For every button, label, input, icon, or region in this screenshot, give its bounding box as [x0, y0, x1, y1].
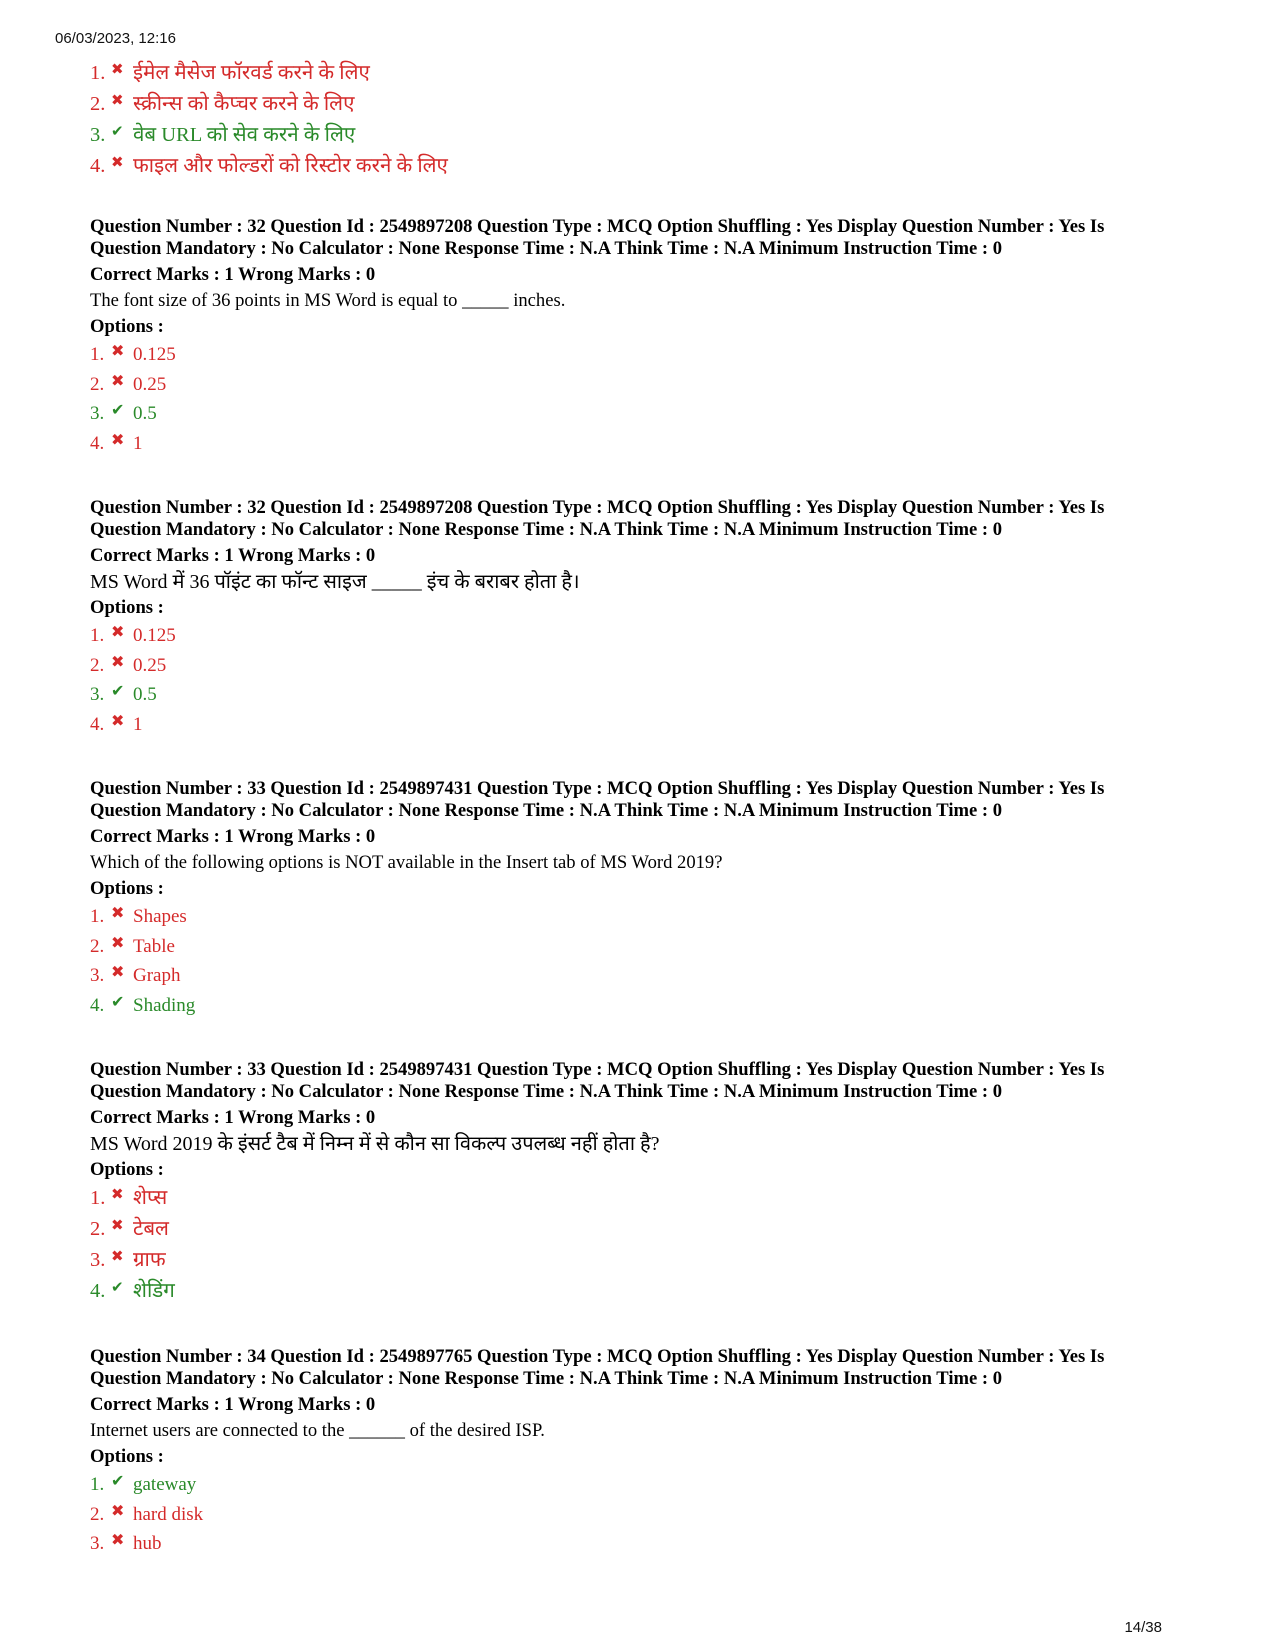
cross-icon: ✖ [111, 1185, 124, 1203]
option-number: 3. [90, 1533, 105, 1554]
option-item [90, 651, 1190, 681]
option-item [90, 1500, 1190, 1530]
option-number: 2. [90, 93, 106, 115]
option-number: 4. [90, 994, 105, 1016]
option-number: 1. [90, 906, 105, 927]
option-item [90, 991, 1190, 1021]
option-item [90, 120, 1190, 151]
option-text: ईमेल मैसेज फॉरवर्ड करने के लिए [133, 62, 370, 84]
option-text: 0.5 [133, 684, 157, 705]
cross-icon: ✖ [111, 622, 125, 641]
cross-icon: ✖ [111, 1247, 124, 1265]
question-text: Which of the following options is NOT available in the Insert tab of MS Word 2019? [90, 852, 723, 873]
question-block [90, 1059, 1190, 1307]
cross-icon: ✖ [111, 153, 124, 171]
option-number: 4. [90, 155, 106, 177]
cross-icon: ✖ [111, 1530, 125, 1549]
question-block [90, 216, 1190, 458]
check-icon: ✔ [111, 122, 124, 140]
check-icon: ✔ [111, 681, 125, 700]
option-item [90, 151, 1190, 182]
options-list [90, 902, 1190, 1020]
options-label: Options : [90, 316, 164, 337]
question-text: MS Word 2019 के इंसर्ट टैब में निम्न में से कौन सा विकल्प उपलब्ध नहीं होता है? [90, 1133, 660, 1155]
option-text: Shapes [133, 906, 187, 927]
option-text: टेबल [133, 1218, 169, 1240]
option-text: hard disk [133, 1503, 204, 1525]
option-text: ग्राफ [133, 1249, 166, 1271]
option-item [90, 89, 1190, 120]
question-text: MS Word में 36 पॉइंट का फॉन्ट साइज _____ इंच के बराबर होता है। [90, 571, 580, 593]
question-marks: Correct Marks : 1 Wrong Marks : 0 [90, 1394, 376, 1415]
cross-icon: ✖ [111, 341, 125, 360]
option-text: 0.125 [133, 625, 176, 646]
question-meta [90, 216, 1190, 259]
option-item [90, 340, 1190, 370]
option-item [90, 399, 1190, 429]
document-content [90, 58, 1190, 1559]
question-meta-line: Question Number : 33 Question Id : 2549897431 Question Type : MCQ Option Shuffling : Yes Display Question Number : Yes Is [90, 1059, 1105, 1080]
option-text: 0.125 [133, 344, 176, 365]
option-number: 2. [90, 935, 105, 957]
option-number: 3. [90, 124, 106, 146]
cross-icon: ✖ [111, 429, 125, 449]
option-item [90, 1276, 1190, 1307]
question-meta-line: Question Mandatory : No Calculator : None Response Time : N.A Think Time : N.A Minimum Instruction Time : 0 [90, 1367, 1003, 1389]
cross-icon: ✖ [111, 370, 125, 390]
question-meta-line: Question Mandatory : No Calculator : None Response Time : N.A Think Time : N.A Minimum Instruction Time : 0 [90, 1080, 1003, 1102]
option-text: Shading [133, 994, 196, 1016]
option-number: 3. [90, 1249, 106, 1271]
question-meta-line: Question Number : 32 Question Id : 2549897208 Question Type : MCQ Option Shuffling : Yes Display Question Number : Yes Is [90, 497, 1105, 518]
question-meta-line: Question Number : 33 Question Id : 2549897431 Question Type : MCQ Option Shuffling : Yes Display Question Number : Yes Is [90, 778, 1105, 799]
question-meta-line: Question Mandatory : No Calculator : None Response Time : N.A Think Time : N.A Minimum Instruction Time : 0 [90, 237, 1003, 259]
check-icon: ✔ [111, 991, 125, 1011]
option-text: 1 [133, 713, 143, 735]
options-label: Options : [90, 878, 164, 899]
question-marks: Correct Marks : 1 Wrong Marks : 0 [90, 1107, 376, 1128]
question-marks: Correct Marks : 1 Wrong Marks : 0 [90, 545, 376, 566]
option-number: 1. [90, 62, 106, 84]
page-number: 14/38 [1124, 1619, 1162, 1636]
option-item [90, 680, 1190, 710]
question-meta-line: Question Number : 34 Question Id : 2549897765 Question Type : MCQ Option Shuffling : Yes Display Question Number : Yes Is [90, 1346, 1105, 1367]
check-icon: ✔ [111, 1278, 124, 1296]
option-number: 4. [90, 432, 105, 454]
option-item [90, 902, 1190, 932]
cross-icon: ✖ [111, 962, 125, 981]
option-number: 2. [90, 1503, 105, 1525]
question-meta-line: Question Number : 32 Question Id : 2549897208 Question Type : MCQ Option Shuffling : Yes Display Question Number : Yes Is [90, 216, 1105, 237]
option-number: 3. [90, 684, 105, 705]
cross-icon: ✖ [111, 710, 125, 730]
option-text: gateway [133, 1474, 197, 1495]
option-text: फाइल और फोल्डरों को रिस्टोर करने के लिए [133, 155, 448, 177]
option-item [90, 1183, 1190, 1214]
option-text: 0.25 [133, 373, 167, 395]
options-list [90, 1470, 1190, 1559]
option-text: वेब URL को सेव करने के लिए [133, 124, 356, 146]
option-text: Table [133, 935, 175, 957]
cross-icon: ✖ [111, 903, 125, 922]
option-item [90, 1245, 1190, 1276]
option-number: 2. [90, 1218, 106, 1240]
option-text: स्क्रीन्स को कैप्चर करने के लिए [133, 93, 355, 115]
question-block [90, 778, 1190, 1020]
check-icon: ✔ [111, 1471, 125, 1490]
option-number: 4. [90, 1280, 106, 1302]
check-icon: ✔ [111, 400, 125, 419]
question-text: Internet users are connected to the ______ of the desired ISP. [90, 1420, 545, 1441]
option-item [90, 429, 1190, 459]
option-item [90, 961, 1190, 991]
question-meta [90, 1346, 1190, 1389]
question-meta-line: Question Mandatory : No Calculator : None Response Time : N.A Think Time : N.A Minimum Instruction Time : 0 [90, 799, 1003, 821]
option-text: Graph [133, 965, 181, 986]
option-item [90, 1470, 1190, 1500]
question-meta [90, 1059, 1190, 1102]
options-label: Options : [90, 1446, 164, 1467]
cross-icon: ✖ [111, 1500, 125, 1520]
option-item [90, 932, 1190, 962]
option-number: 4. [90, 713, 105, 735]
top-options-list [90, 58, 1190, 182]
question-text: The font size of 36 points in MS Word is equal to _____ inches. [90, 290, 566, 311]
question-block [90, 497, 1190, 739]
cross-icon: ✖ [111, 91, 124, 109]
option-item [90, 710, 1190, 740]
option-number: 3. [90, 403, 105, 424]
cross-icon: ✖ [111, 60, 124, 78]
option-number: 2. [90, 373, 105, 395]
cross-icon: ✖ [111, 1216, 124, 1234]
option-item [90, 1529, 1190, 1559]
option-text: शेप्स [133, 1187, 168, 1209]
question-meta [90, 497, 1190, 540]
question-meta-line: Question Mandatory : No Calculator : None Response Time : N.A Think Time : N.A Minimum Instruction Time : 0 [90, 518, 1003, 540]
question-marks: Correct Marks : 1 Wrong Marks : 0 [90, 826, 376, 847]
question-meta [90, 778, 1190, 821]
print-timestamp: 06/03/2023, 12:16 [55, 30, 176, 47]
option-text: 1 [133, 432, 143, 454]
option-text: शेडिंग [133, 1280, 175, 1302]
option-item [90, 58, 1190, 89]
option-number: 1. [90, 625, 105, 646]
options-list [90, 340, 1190, 458]
option-item [90, 370, 1190, 400]
options-label: Options : [90, 1159, 164, 1180]
question-marks: Correct Marks : 1 Wrong Marks : 0 [90, 264, 376, 285]
option-number: 2. [90, 654, 105, 676]
option-number: 1. [90, 1187, 106, 1209]
options-list [90, 1183, 1190, 1307]
option-number: 1. [90, 1474, 105, 1495]
option-number: 1. [90, 344, 105, 365]
option-number: 3. [90, 965, 105, 986]
option-item [90, 1214, 1190, 1245]
options-list [90, 621, 1190, 739]
option-text: 0.5 [133, 403, 157, 424]
option-text: 0.25 [133, 654, 167, 676]
options-label: Options : [90, 597, 164, 618]
option-item [90, 621, 1190, 651]
cross-icon: ✖ [111, 932, 125, 952]
question-block [90, 1346, 1190, 1559]
option-text: hub [133, 1533, 162, 1554]
cross-icon: ✖ [111, 651, 125, 671]
